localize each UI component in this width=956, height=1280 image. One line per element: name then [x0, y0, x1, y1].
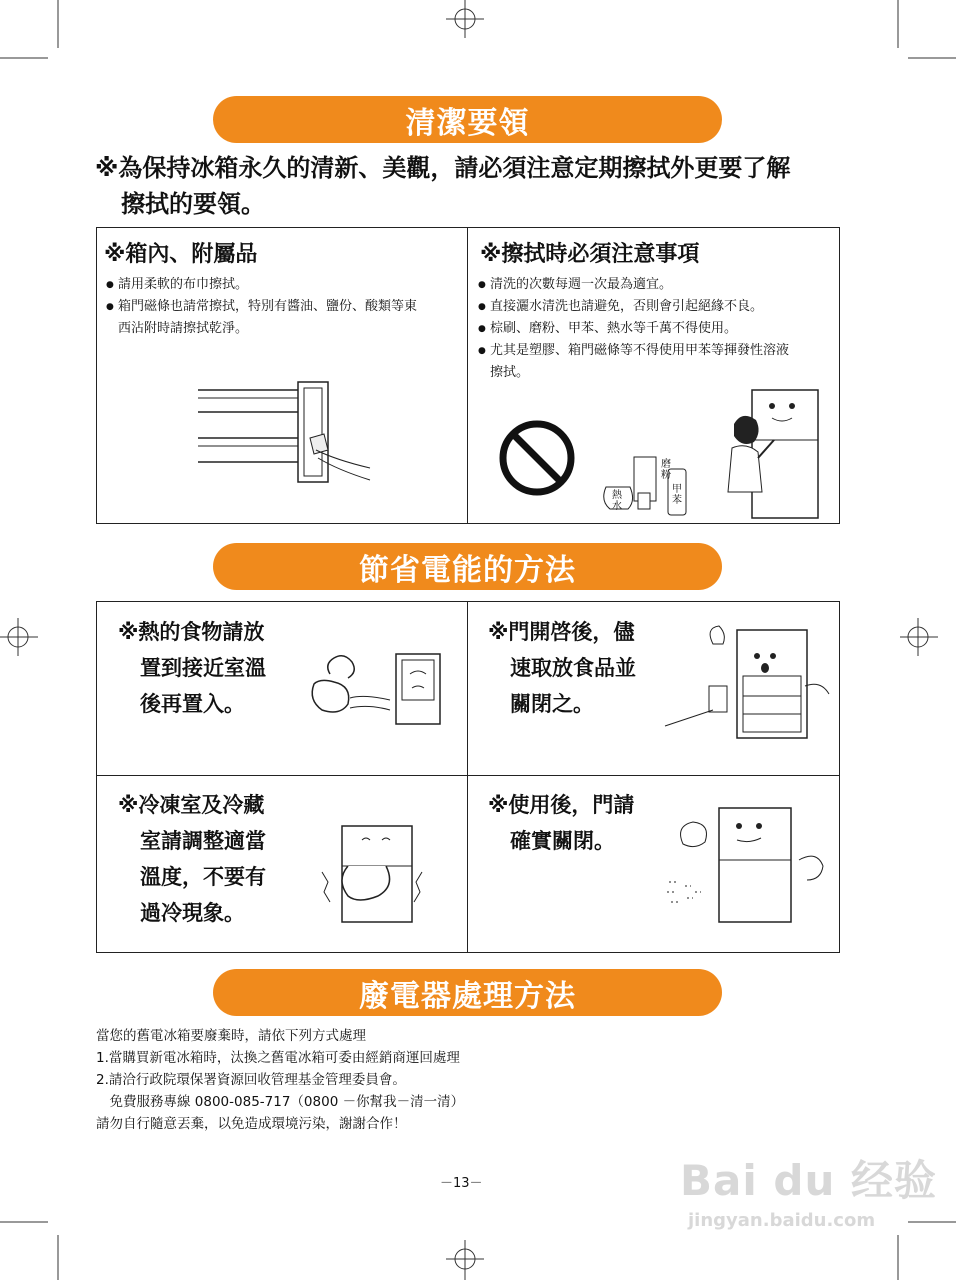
saving-tip-3	[118, 787, 266, 931]
tip-line: 溫度，不要有	[140, 865, 266, 889]
tip-line: 後再置入。	[140, 692, 245, 716]
saving-tip-4	[488, 787, 634, 859]
woman-cleaning-fridge-illustration	[712, 388, 832, 520]
tip-line: ※使用後，門請	[488, 793, 635, 817]
disposal-line: 請勿自行隨意丟棄，以免造成環境污染，謝謝合作！	[96, 1116, 407, 1132]
tip-line: ※門開啓後，儘	[488, 620, 635, 644]
disposal-line: 1.當購買新電冰箱時，汰換之舊電冰箱可委由經銷商運回處理	[96, 1050, 460, 1066]
cleaning-intro	[95, 150, 855, 222]
baidu-watermark-logo: Bai du 经验	[680, 1156, 937, 1205]
page-number: －13－	[440, 1176, 483, 1191]
cleaning-left-item: ● 箱門磁條也請常擦拭，特別有醬油、鹽份、酸類等東 西沾附時請擦拭乾淨。	[106, 296, 461, 340]
tip-line: 置到接近室溫	[140, 656, 266, 680]
label-toluene: 甲苯	[672, 484, 682, 506]
tip-line: 速取放食品並	[510, 656, 636, 680]
tip-line: 確實關閉。	[510, 829, 615, 853]
cleaning-section-title: 清潔要領	[213, 96, 722, 143]
disposal-instructions	[96, 1025, 464, 1135]
label-hot-water: 熱水	[612, 490, 622, 512]
cleaning-box-divider	[467, 227, 468, 524]
cleaning-right-item: ● 清洗的次數每週一次最為適宜。	[478, 274, 833, 296]
prohibited-icon	[497, 418, 577, 498]
intro-line-1: ※為保持冰箱永久的清新、美觀，請必須注意定期擦拭外更要了解	[95, 154, 791, 182]
cleaning-right-item: ● 尤其是塑膠、箱門磁條等不得使用甲苯等揮發性溶液 擦拭。	[478, 340, 833, 384]
saving-box-hdivider	[96, 775, 840, 776]
tip-line: 室請調整適當	[140, 829, 266, 853]
door-wiping-illustration	[198, 378, 373, 488]
saving-box-vdivider	[467, 601, 468, 953]
cleaning-left-heading: ※箱內、附屬品	[104, 242, 258, 267]
tip-line: ※熱的食物請放	[118, 620, 265, 644]
cleaning-right-item: ● 棕刷、磨粉、甲苯、熱水等千萬不得使用。	[478, 318, 833, 340]
label-powder: 磨粉	[661, 459, 671, 481]
closed-door-fridge-illustration	[665, 800, 835, 925]
saving-tip-2	[488, 614, 636, 722]
cleaning-left-item: ● 請用柔軟的布巾擦拭。	[106, 274, 461, 296]
hot-food-fridge-illustration	[300, 644, 460, 724]
cleaning-right-item: ● 直接灑水清洗也請避免，否則會引起絕緣不良。	[478, 296, 833, 318]
baidu-watermark-url: jingyan.baidu.com	[688, 1210, 876, 1231]
disposal-line: 2.請洽行政院環保署資源回收管理基金管理委員會。	[96, 1072, 406, 1088]
intro-line-2: 擦拭的要領。	[121, 190, 265, 218]
saving-section-title: 節省電能的方法	[213, 543, 722, 590]
tip-line: 關閉之。	[510, 692, 594, 716]
cold-fridge-illustration	[318, 806, 428, 924]
open-door-fridge-illustration	[665, 626, 835, 741]
disposal-section-title: 廢電器處理方法	[213, 969, 722, 1016]
tip-line: 過冷現象。	[140, 901, 245, 925]
tip-line: ※冷凍室及冷藏	[118, 793, 265, 817]
cleaning-right-heading: ※擦拭時必須注意事項	[480, 242, 700, 267]
disposal-line: 當您的舊電冰箱要廢棄時，請依下列方式處理	[96, 1028, 366, 1044]
disposal-line: 免費服務專線 0800-085-717（0800 －你幫我－清一清）	[96, 1094, 465, 1110]
saving-tip-1	[118, 614, 266, 722]
